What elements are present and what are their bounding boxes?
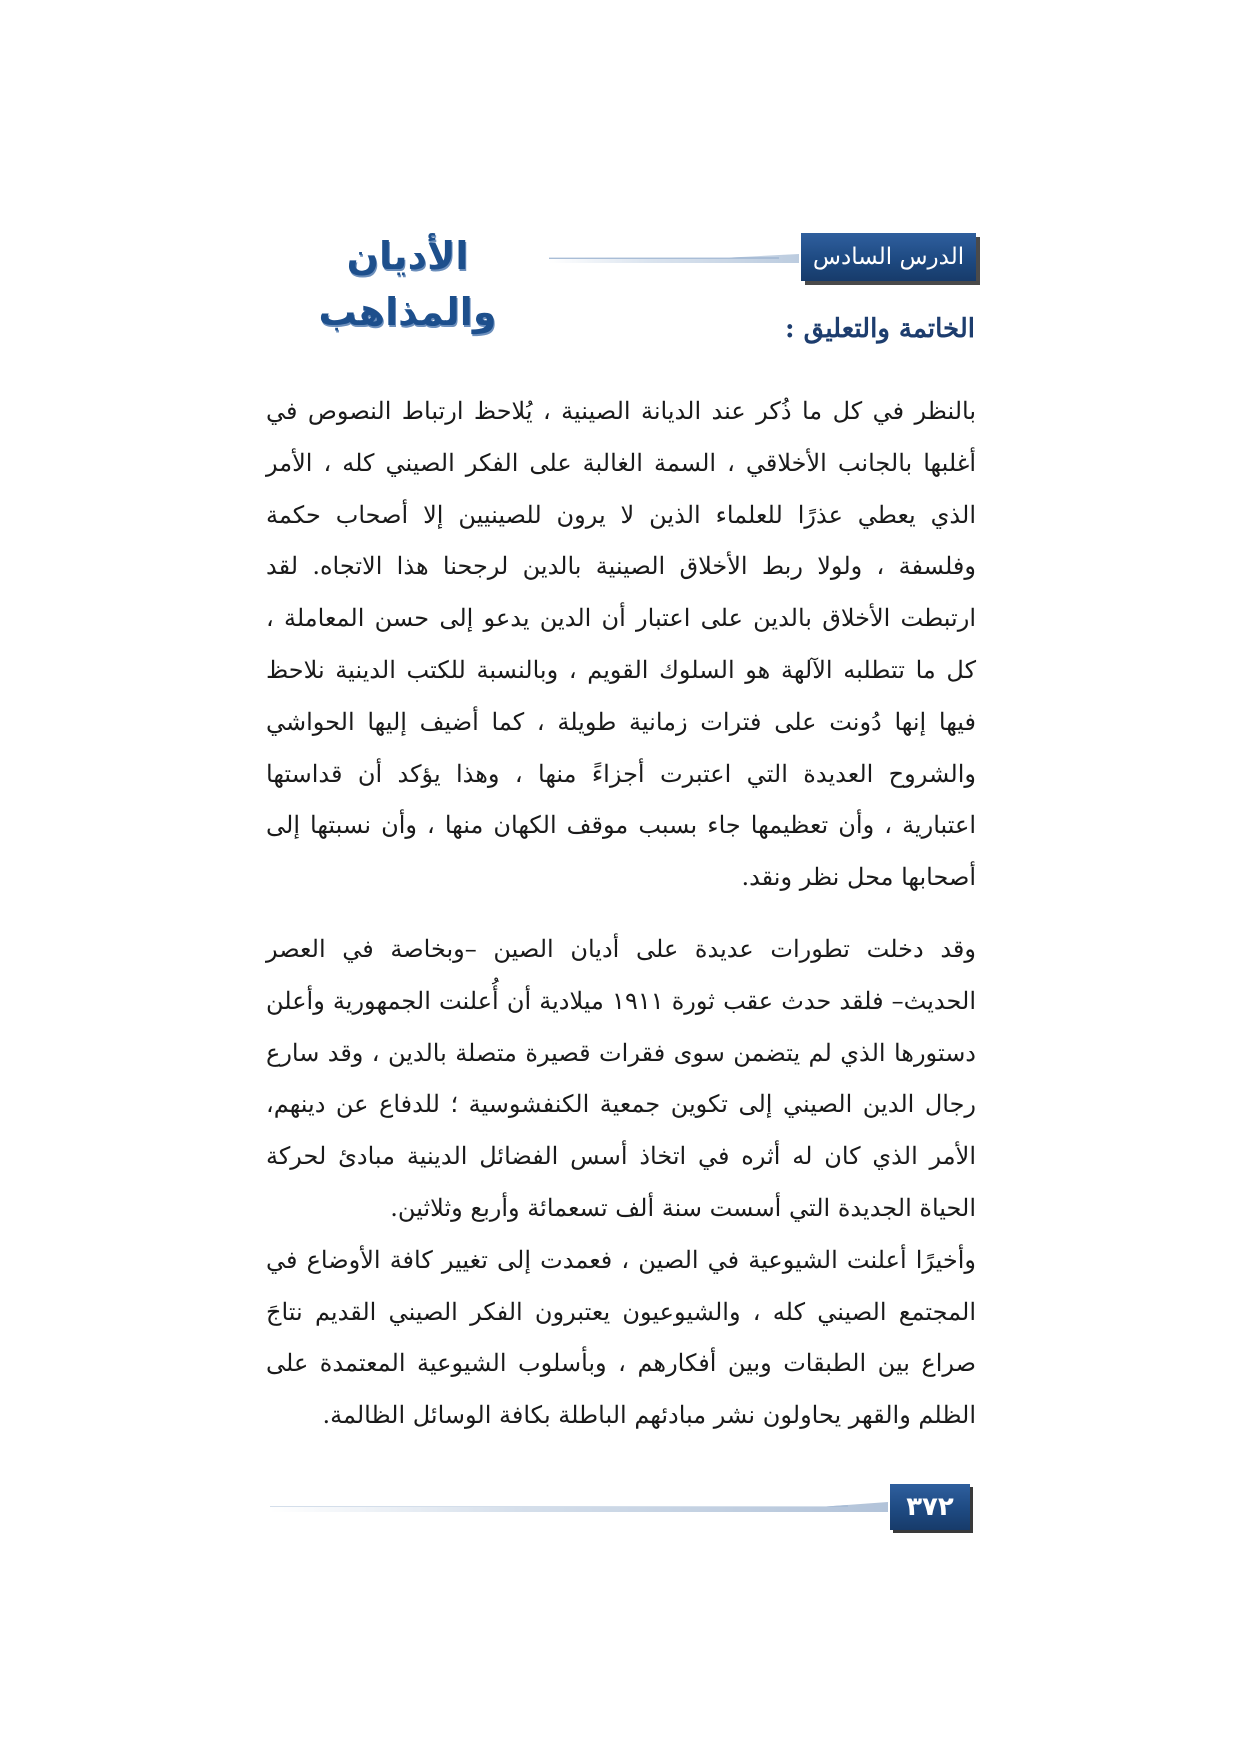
page-number: ٣٧٢ (890, 1484, 970, 1530)
footer-divider (270, 1502, 888, 1512)
paragraph-communism: وأخيرًا أعلنت الشيوعية في الصين ، فعمدت إلى تغيير كافة الأوضاع في المجتمع الصيني كله ، والشيوعيون يعتبرون الفكر الصيني القديم نتاجَ صراع بين الطبقات وبين أفكارهم ، وبأسلوب الشيوعية المعتمدة على الظلم والقهر يحاولون نشر مبادئهم الباطلة بكافة الوسائل الظالمة. (266, 1245, 977, 1430)
body-text (266, 386, 976, 1442)
paragraph-conclusion: بالنظر في كل ما ذُكر عند الديانة الصينية ، يُلاحظ ارتباط النصوص في أغلبها بالجانب الأخلاقي ، السمة الغالبة على الفكر الصيني كله ، الأمر الذي يعطي عذرًا للعلماء الذين لا يرون للصينيين إلا أصحاب حكمة وفلسفة ، ولولا ربط الأخلاق الصينية بالدين لرجحنا هذا الاتجاه. لقد ارتبطت الأخلاق بالدين على اعتبار أن الدين يدعو إلى حسن المعاملة ، كل ما تتطلبه الآلهة هو السلوك القويم ، وبالنسبة للكتب الدينية نلاحظ فيها إنها دُونت على فترات زمانية طويلة ، كما أضيف إليها الحواشي والشروح العديدة التي اعتبرت أجزاءً منها ، وهذا يؤكد أن قداستها اعتبارية ، وأن تعظيمها جاء بسبب موقف الكهان منها ، وأن نسبتها إلى أصحابها محل نظر ونقد. (266, 397, 976, 892)
section-heading: الخاتمة والتعليق : (785, 314, 975, 344)
page-footer (270, 1484, 976, 1532)
lesson-label: الدرس السادس عشر (801, 233, 976, 281)
header-divider (549, 254, 799, 263)
book-title: الأديان والمذاهب (318, 234, 497, 334)
paragraph-developments: وقد دخلت تطورات عديدة على أديان الصين –وبخاصة في العصر الحديث– فلقد حدث عقب ثورة ١٩١١ ميلادية أن أُعلنت الجمهورية وأعلن دستورها الذي لم يتضمن سوى فقرات قصيرة متصلة بالدين ، وقد سارع رجال الدين الصيني إلى تكوين جمعية الكنفشوسية ؛ للدفاع عن دينهم، الأمر الذي كان له أثره في اتخاذ أسس الفضائل الدينية مبادئ لحركة الحياة الجديدة التي أسست سنة ألف تسعمائة وأربع وثلاثين. (266, 934, 976, 1222)
